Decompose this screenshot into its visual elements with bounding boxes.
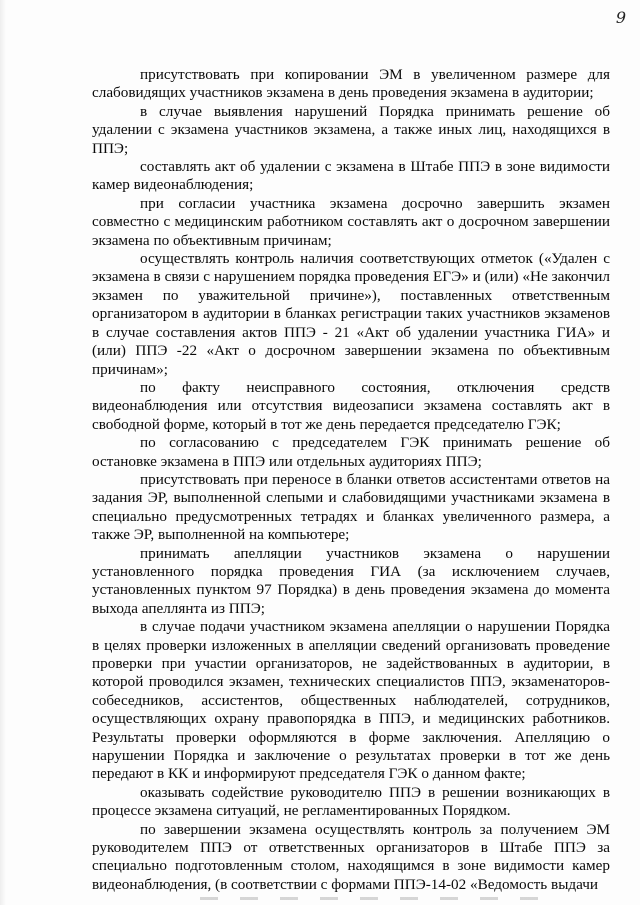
paragraph-copying-em: присутствовать при копировании ЭМ в увеличенном размере для слабовидящих участников экзамена в день проведения экзамена в аудитории;	[92, 66, 610, 102]
paragraph-assistance: оказывать содействие руководителю ППЭ в решении возникающих в процессе экзамена ситуаций, не регламентированных Порядком.	[92, 783, 610, 820]
paragraph-appeal-check: в случае подачи участником экзамена апелляции о нарушении Порядка в целях проверки изложенных в апелляции сведений организовать проведение проверки при участии организаторов, не задействованных в аудитории, в которой проводился экзамен, технических специалистов ППЭ, экзаменаторов-собеседников, ассистентов, общественных наблюдателей, сотрудников, осуществляющих охрану правопорядка в ППЭ, и медицинских работников. Результаты проверки оформляются в форме заключения. Апелляцию о нарушении Порядка и заключение о результатах проверки в тот же день передают в КК и информируют председателя ГЭК о данном факте;	[92, 618, 610, 783]
paragraph-marks-control: осуществлять контроль наличия соответствующих отметок («Удален с экзамена в связи с нарушением порядка проведения ЕГЭ» и (или) «Не закончил экзамен по уважительной причине»), поставленных ответственным организатором в аудитории в бланках регистрации таких участников экзаменов в случае составления актов ППЭ - 21 «Акт об удалении участника ГИА» и (или) ППЭ -22 «Акт о досрочном завершении экзамена по объективным причинам»;	[92, 250, 610, 378]
paragraph-video-malfunction: по факту неисправного состояния, отключения средств видеонаблюдения или отсутствия видеозаписи экзамена составлять акт в свободной форме, который в тот же день передается председателю ГЭК;	[92, 378, 610, 433]
scan-artifact	[200, 897, 560, 900]
paragraph-answer-transfer: присутствовать при переносе в бланки ответов ассистентами ответов на задания ЭР, выполненной слепыми и слабовидящими участниками экзамена в специально предусмотренных тетрадях и бланках увеличенного размера, а также ЭР, выполненной на компьютере;	[92, 470, 610, 544]
paragraph-exam-stop: по согласованию с председателем ГЭК принимать решение об остановке экзамена в ППЭ или отдельных аудиториях ППЭ;	[92, 434, 610, 470]
paragraph-removal-decision: в случае выявления нарушений Порядка принимать решение об удалении с экзамена участников экзамена, а также иных лиц, находящихся в ППЭ;	[92, 102, 610, 157]
document-body	[92, 66, 610, 894]
paragraph-removal-act: составлять акт об удалении с экзамена в Штабе ППЭ в зоне видимости камер видеонаблюдения;	[92, 158, 610, 194]
page-number: 9	[615, 8, 626, 27]
paragraph-appeals: принимать апелляции участников экзамена о нарушении установленного порядка проведения ГИА (за исключением случаев, установленных пунктом 97 Порядка) в день проведения экзамена до момента выхода апеллянта из ППЭ;	[92, 544, 610, 617]
paragraph-em-collection: по завершении экзамена осуществлять контроль за получением ЭМ руководителем ППЭ от ответственных организаторов в Штабе ППЭ за специально подготовленным столом, находящимся в зоне видимости камер видеонаблюдения, (в соответствии с формами ППЭ-14-02 «Ведомость выдачи	[92, 820, 610, 893]
paragraph-early-completion: при согласии участника экзамена досрочно завершить экзамен совместно с медицинским работником составлять акт о досрочном завершении экзамена по объективным причинам;	[92, 194, 610, 249]
scan-edge	[0, 0, 6, 905]
